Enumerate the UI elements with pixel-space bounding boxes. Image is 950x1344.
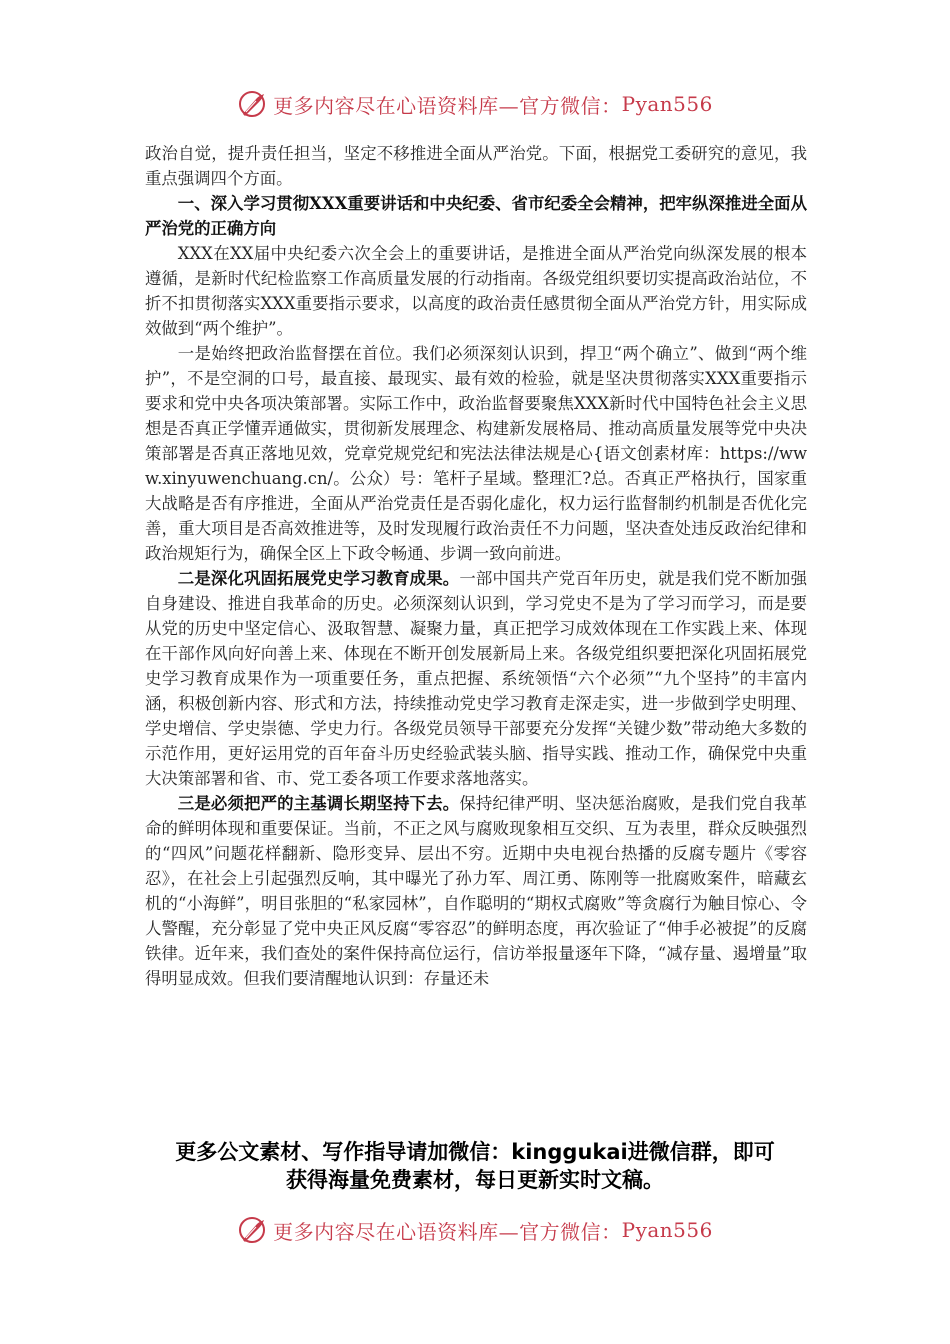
promo-line-1: 更多公文素材、写作指导请加微信：kinggukai进微信群，即可 <box>175 1140 775 1164</box>
header-watermark-banner <box>0 84 950 124</box>
paragraph-4 <box>145 791 807 991</box>
section-heading: 一、深入学习贯彻XXX重要讲话和中央纪委、省市纪委全会精神，把牢纵深推进全面从严治党的正确方向 <box>145 194 807 238</box>
paragraph-4-lead: 三是必须把严的主基调长期坚持下去。 <box>177 794 460 813</box>
promo-notice <box>0 1138 950 1194</box>
promo-line-2: 获得海量免费素材，每日更新实时文稿。 <box>286 1168 664 1192</box>
quill-pen-circle-icon <box>237 1215 267 1245</box>
paragraph-2: 一是始终把政治监督摆在首位。我们必须深刻认识到，捍卫“两个确立”、做到“两个维护”，不是空洞的口号，最直接、最现实、最有效的检验，就是坚决贯彻落实XXX重要指示要求和党中央各项决策部署。实际工作中，政治监督要聚焦XXX新时代中国特色社会主义思想是否真正学懂弄通做实，贯彻新发展理念、构建新发展格局、推动高质量发展等党中央决策部署是否真正落地见效，党章党规党纪和宪法法律法规是心{语文创素材库：https://www.xinyuwenchuang.cn/。公众）号：笔杆子星域。整理汇?总。否真正严格执行，国家重大战略是否有序推进，全面从严治党责任是否弱化虚化，权力运行监督制约机制是否优化完善，重大项目是否高效推进等，及时发现履行政治责任不力问题，坚决查处违反政治纪律和政治规矩行为，确保全区上下政令畅通、步调一致向前进。 <box>145 344 807 563</box>
quill-pen-circle-icon <box>237 89 267 119</box>
banner-contact: Pyan556 <box>621 92 713 116</box>
footer-watermark-banner <box>0 1210 950 1250</box>
banner-text: 更多内容尽在心语资料库—官方微信： <box>273 1219 622 1244</box>
intro-paragraph: 政治自觉，提升责任担当，坚定不移推进全面从严治党。下面，根据党工委研究的意见，我重点强调四个方面。 <box>145 144 807 188</box>
banner-text: 更多内容尽在心语资料库—官方微信： <box>273 93 622 118</box>
paragraph-3-text: 一部中国共产党百年历史，就是我们党不断加强自身建设、推进自我革命的历史。必须深刻认识到，学习党史不是为了学习而学习，而是要从党的历史中坚定信心、汲取智慧、凝聚力量，真正把学习成效体现在工作实践上来、体现在干部作风向好向善上来、体现在不断开创发展新局上来。各级党组织要把深化巩固拓展党史学习教育成果作为一项重要任务，重点把握、系统领悟“六个必须”“九个坚持”的丰富内涵，积极创新内容、形式和方法，持续推动党史学习教育走深走实，进一步做到学史明理、学史增信、学史崇德、学史力行。各级党员领导干部要充分发挥“关键少数”带动绝大多数的示范作用，更好运用党的百年奋斗历史经验武装头脑、指导实践、推动工作，确保党中央重大决策部署和省、市、党工委各项工作要求落地落实。 <box>145 569 807 788</box>
paragraph-4-text: 保持纪律严明、坚决惩治腐败，是我们党自我革命的鲜明体现和重要保证。当前，不正之风与腐败现象相互交织、互为表里，群众反映强烈的“四风”问题花样翻新、隐形变异、层出不穷。近期中央电视台热播的反腐专题片《零容忍》，在社会上引起强烈反响，其中曝光了孙力军、周江勇、陈刚等一批腐败案件，暗藏玄机的“小海鲜”，明目张胆的“私家园林”，自作聪明的“期权式腐败”等贪腐行为触目惊心、令人警醒，充分彰显了党中央正风反腐“零容忍”的鲜明态度，再次验证了“伸手必被捉”的反腐铁律。近年来，我们查处的案件保持高位运行，信访举报量逐年下降，“减存量、遏增量”取得明显成效。但我们要清醒地认识到：存量还未 <box>145 794 807 988</box>
paragraph-3 <box>145 566 807 791</box>
paragraph-3-lead: 二是深化巩固拓展党史学习教育成果。 <box>177 569 460 588</box>
banner-contact: Pyan556 <box>621 1218 713 1242</box>
paragraph-1: XXX在XX届中央纪委六次全会上的重要讲话，是推进全面从严治党向纵深发展的根本遵循，是新时代纪检监察工作高质量发展的行动指南。各级党组织要切实提高政治站位，不折不扣贯彻落实XXX重要指示要求，以高度的政治责任感贯彻全面从严治党方针，用实际成效做到“两个维护”。 <box>145 244 807 338</box>
document-body <box>145 141 807 991</box>
